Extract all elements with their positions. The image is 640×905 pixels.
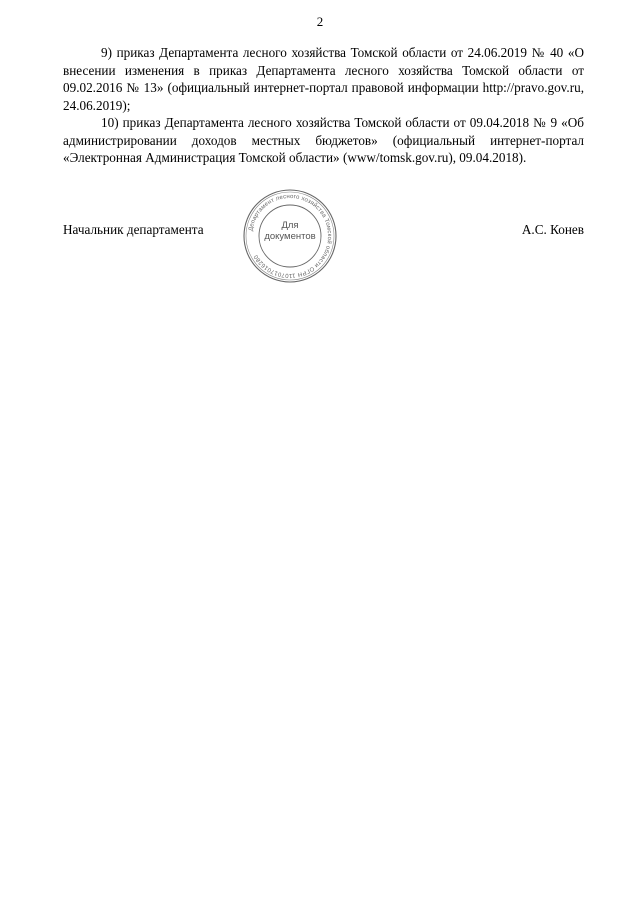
stamp-ring-text: Департамент лесного хозяйства Томской области ОГРН 1107017016280 bbox=[248, 193, 333, 279]
page-number: 2 bbox=[316, 14, 324, 29]
stamp-text-line1: Для bbox=[281, 220, 299, 231]
list-item-text: 9) приказ Департамента лесного хозяйства Томской области от 24.06.2019 № 40 «О внесении изменения в приказ Департамента лесного хозяйства Томской области от 09.02.2016 № 13» (официальный интернет-портал правовой информации http://pravo.gov.ru, 24.06.2019); bbox=[63, 45, 584, 113]
official-stamp bbox=[240, 188, 340, 284]
signature-title: Начальник департамента bbox=[63, 222, 204, 237]
stamp-text-line2: документов bbox=[264, 231, 316, 242]
list-item bbox=[63, 114, 584, 167]
list-item-text: 10) приказ Департамента лесного хозяйства Томской области от 09.04.2018 № 9 «Об администрировании доходов местных бюджетов» (официальный интернет-портал «Электронная Администрация Томской области» (www/tomsk.gov.ru), 09.04.2018). bbox=[63, 115, 584, 165]
list-item bbox=[63, 44, 584, 114]
document-body bbox=[63, 44, 584, 167]
signature-name: А.С. Конев bbox=[521, 222, 584, 237]
